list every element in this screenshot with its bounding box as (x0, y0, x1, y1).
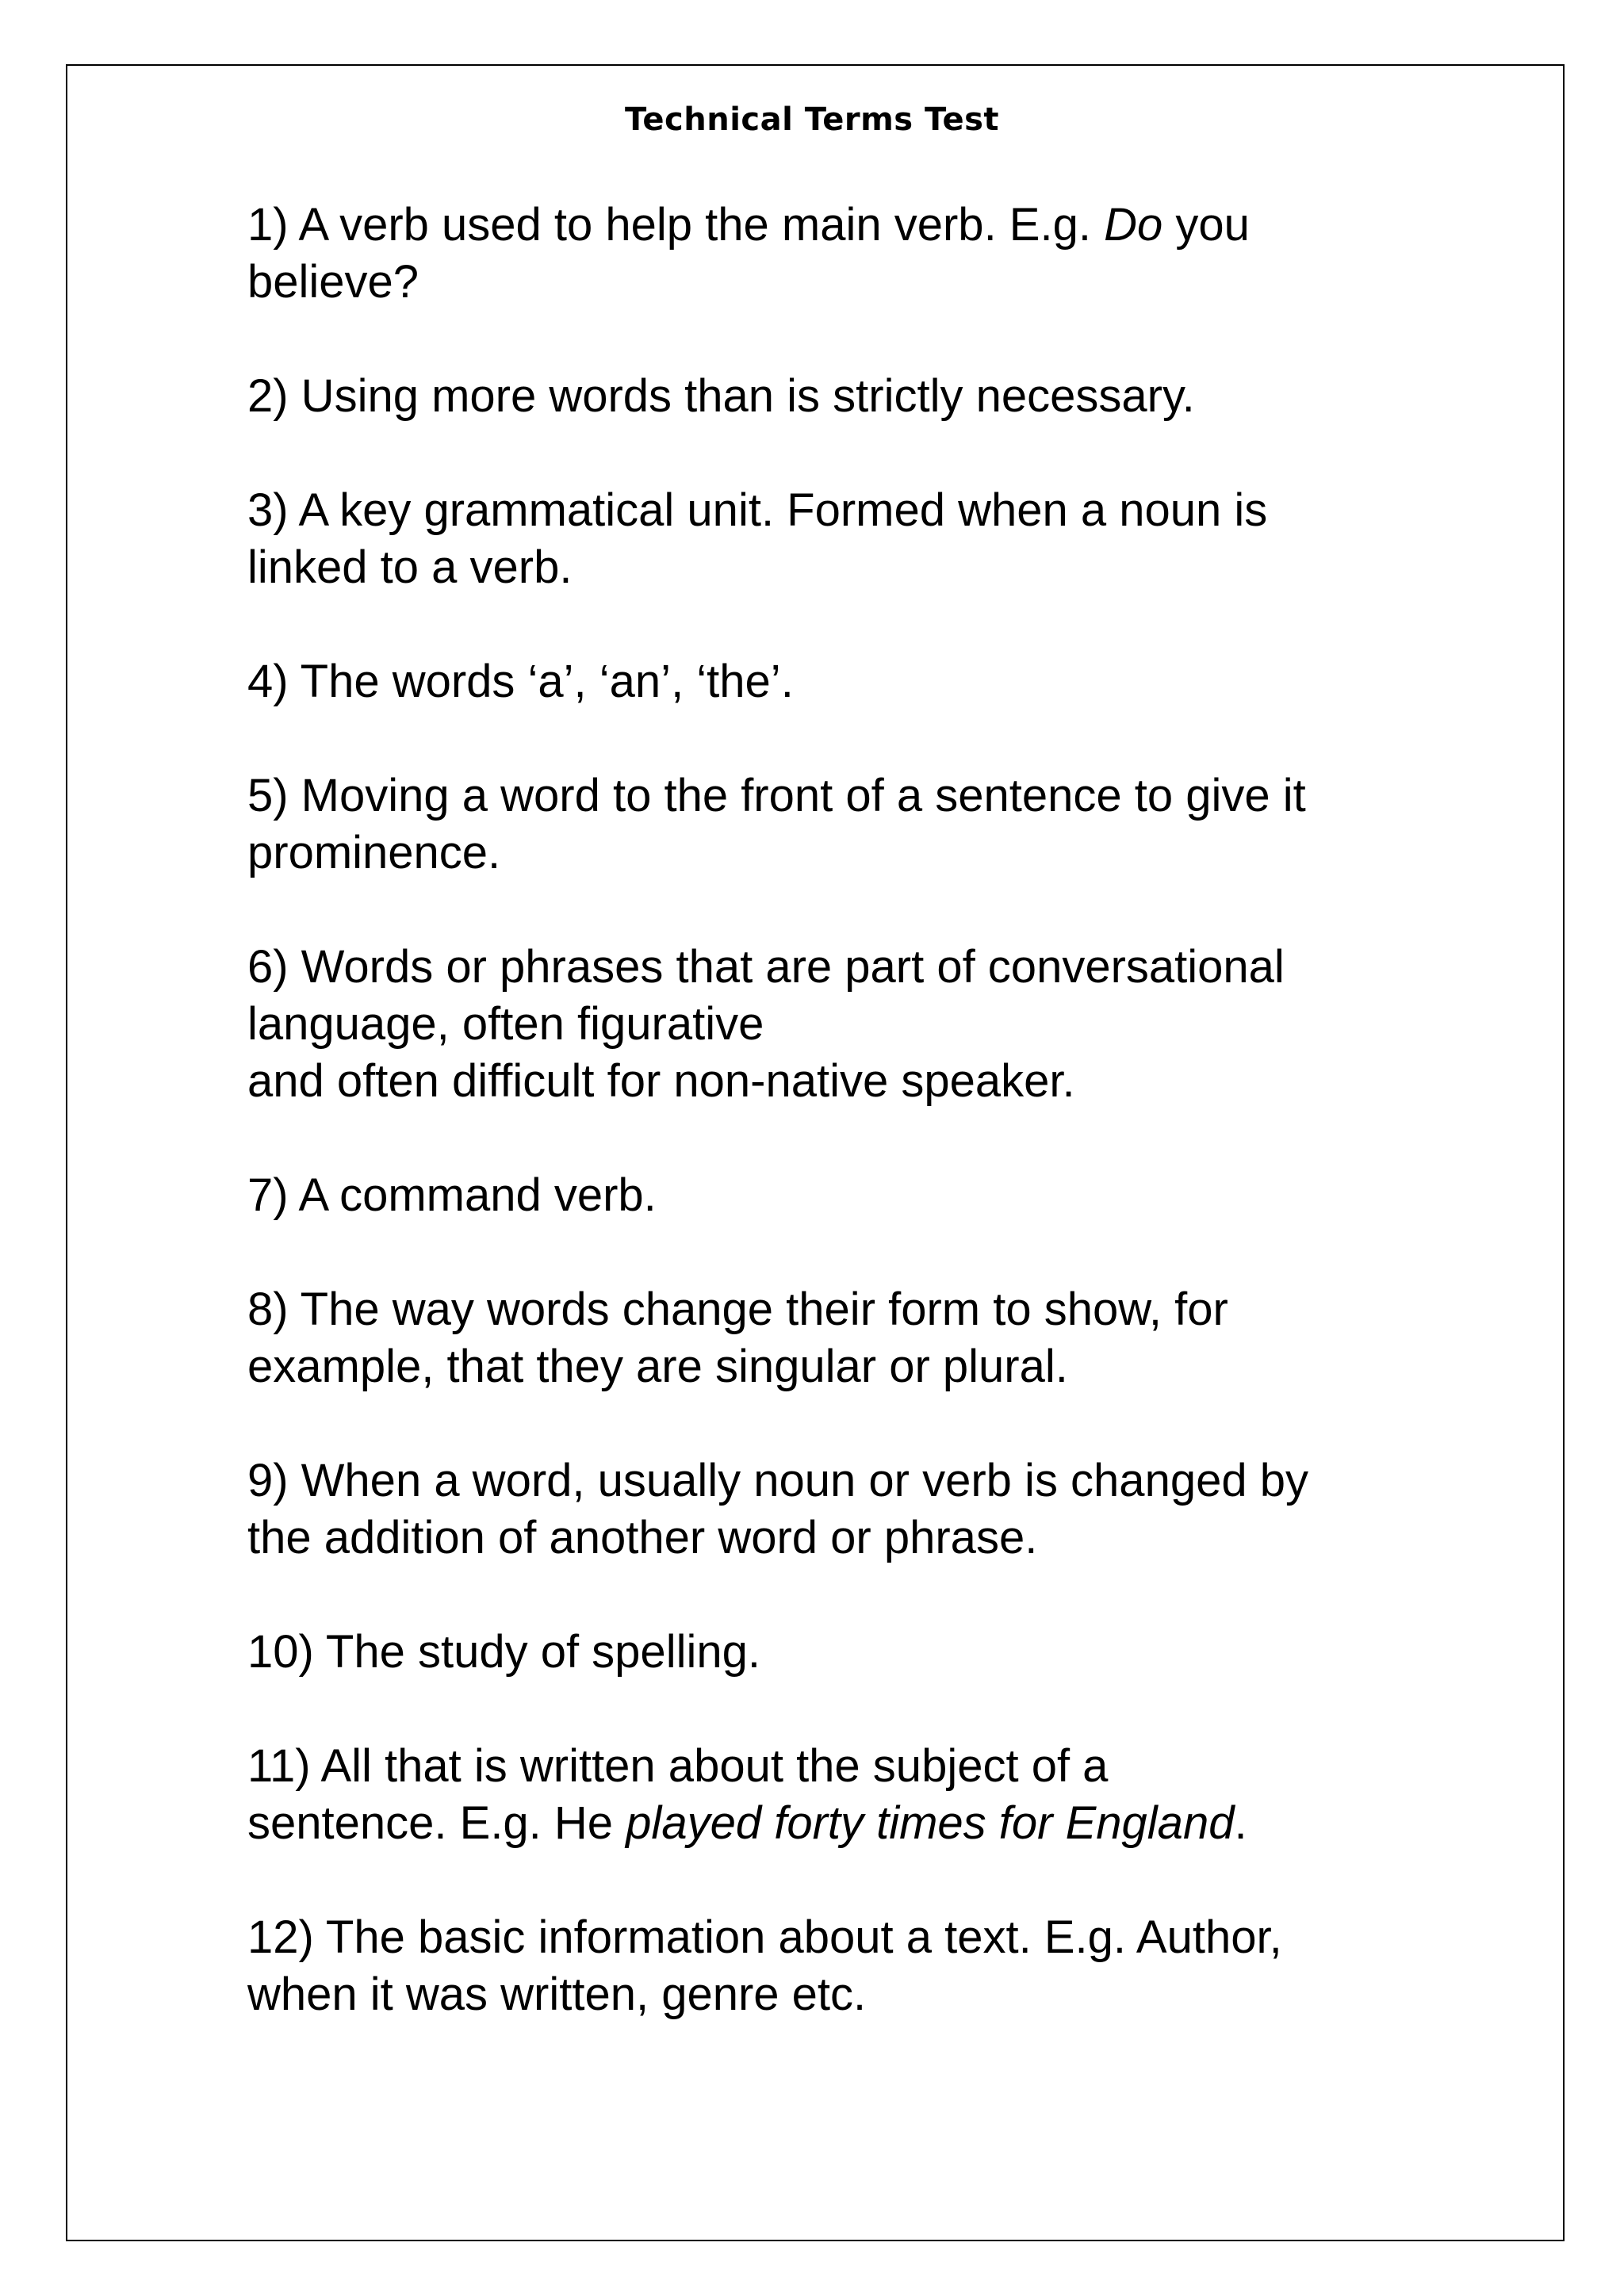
question-line: sentence. E.g. He played forty times for England. (247, 1797, 1247, 1849)
question-line: example, that they are singular or plural. (247, 1341, 1068, 1392)
question-line: 6) Words or phrases that are part of conversational (247, 941, 1285, 993)
question-3 (247, 482, 1437, 596)
question-line: 7) A command verb. (247, 1169, 657, 1221)
question-9 (247, 1452, 1437, 1567)
question-line: when it was written, genre etc. (247, 1969, 867, 2020)
question-line: 12) The basic information about a text. E.g. Author, (247, 1911, 1282, 1963)
question-line: 5) Moving a word to the front of a sentence to give it (247, 770, 1306, 821)
question-line: 4) The words ‘a’, ‘an’, ‘the’. (247, 656, 794, 707)
question-line: the addition of another word or phrase. (247, 1512, 1038, 1563)
question-12 (247, 1909, 1437, 2023)
question-line: 11) All that is written about the subject of a (247, 1740, 1109, 1792)
question-1 (247, 197, 1437, 311)
question-6 (247, 939, 1437, 1110)
question-line: believe? (247, 256, 419, 308)
question-line: 8) The way words change their form to show, for (247, 1284, 1228, 1335)
question-2 (247, 368, 1437, 425)
question-line: 2) Using more words than is strictly necessary. (247, 370, 1195, 422)
question-8 (247, 1281, 1437, 1395)
question-line: prominence. (247, 827, 501, 878)
question-line: 10) The study of spelling. (247, 1626, 760, 1678)
question-list (247, 197, 1437, 2080)
question-10 (247, 1624, 1437, 1681)
question-4 (247, 653, 1437, 710)
question-7 (247, 1167, 1437, 1224)
question-line: 3) A key grammatical unit. Formed when a noun is (247, 484, 1268, 536)
question-5 (247, 767, 1437, 882)
question-line: 9) When a word, usually noun or verb is changed by (247, 1455, 1308, 1506)
question-line: 1) A verb used to help the main verb. E.g. Do you (247, 199, 1250, 251)
question-11 (247, 1738, 1437, 1852)
page-title: Technical Terms Test (624, 101, 1000, 138)
question-line: language, often figurative (247, 998, 764, 1050)
question-line: and often difficult for non-native speaker. (247, 1055, 1075, 1107)
question-line: linked to a verb. (247, 541, 573, 593)
